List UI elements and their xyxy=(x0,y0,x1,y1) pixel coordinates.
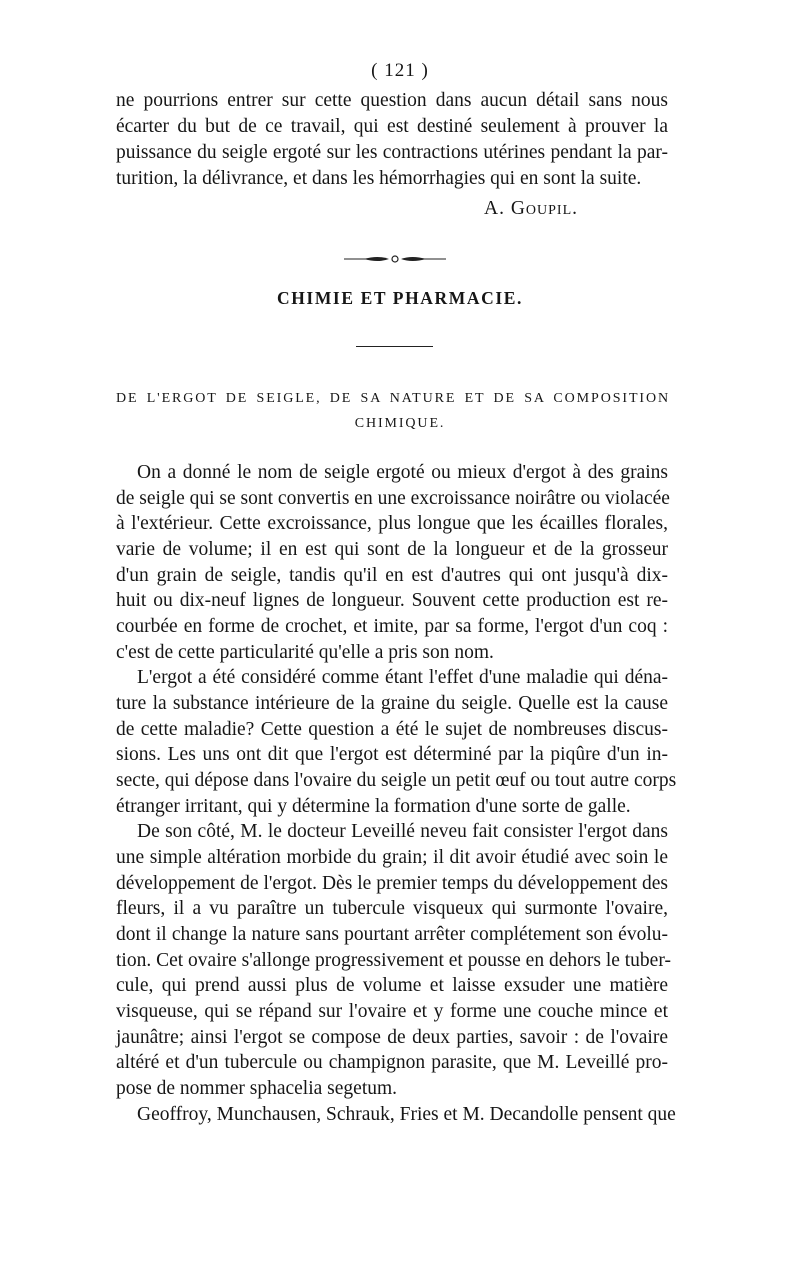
text-line: secte, qui dépose dans l'ovaire du seigle un petit œuf ou tout autre corps xyxy=(116,770,677,791)
text-line: à l'extérieur. Cette excroissance, plus longue que les écailles florales, xyxy=(116,513,668,534)
section-rule xyxy=(356,346,433,347)
page-number: ( 121 ) xyxy=(371,60,429,81)
text-line: sions. Les uns ont dit que l'ergot est déterminé par la piqûre d'un in- xyxy=(116,744,668,765)
section-title: CHIMIE ET PHARMACIE. xyxy=(276,288,524,308)
text-line: dont il change la nature sans pourtant arrêter complétement son évolu- xyxy=(116,924,668,945)
text-line: ture la substance intérieure de la graine du seigle. Quelle est la cause xyxy=(116,693,668,714)
text-line: fleurs, il a vu paraître un tubercule visqueux qui surmonte l'ovaire, xyxy=(116,898,668,919)
text-line: ne pourrions entrer sur cette question dans aucun détail sans nous xyxy=(116,90,668,111)
text-line: courbée en forme de crochet, et imite, par sa forme, l'ergot d'un coq : xyxy=(116,616,668,637)
text-line: écarter du but de ce travail, qui est destiné seulement à prouver la xyxy=(116,116,668,137)
text-line: c'est de cette particularité qu'elle a pris son nom. xyxy=(116,642,494,663)
signature-initial: A. xyxy=(484,198,505,219)
text-line: cule, qui prend aussi plus de volume et laisse exsuder une matière xyxy=(116,975,668,996)
signature-name: Goupil. xyxy=(510,198,579,219)
text-line: De son côté, M. le docteur Leveillé neveu fait consister l'ergot dans xyxy=(137,821,668,842)
text-line: tion. Cet ovaire s'allonge progressivement et pousse en dehors le tuber- xyxy=(116,950,671,971)
article-title-line-1: DE L'ERGOT DE SEIGLE, DE SA NATURE ET DE SA COMPOSITION xyxy=(116,391,670,406)
ornamental-divider-icon xyxy=(340,252,450,266)
text-line: On a donné le nom de seigle ergoté ou mieux d'ergot à des grains xyxy=(137,462,668,483)
text-line: huit ou dix-neuf lignes de longueur. Souvent cette production est re- xyxy=(116,590,668,611)
text-line: pose de nommer sphacelia segetum. xyxy=(116,1078,398,1099)
text-line: une simple altération morbide du grain; il dit avoir étudié avec soin le xyxy=(116,847,668,868)
article-title-line-2: CHIMIQUE. xyxy=(354,416,446,431)
text-line: étranger irritant, qui y détermine la formation d'une sorte de galle. xyxy=(116,796,631,817)
author-signature xyxy=(484,198,578,220)
text-line: développement de l'ergot. Dès le premier temps du développement des xyxy=(116,873,668,894)
text-line: d'un grain de seigle, tandis qu'il en est d'autres qui ont jusqu'à dix- xyxy=(116,565,668,586)
text-line: jaunâtre; ainsi l'ergot se compose de deux parties, savoir : de l'ovaire xyxy=(116,1027,668,1048)
text-line: altéré et d'un tubercule ou champignon parasite, que M. Leveillé pro- xyxy=(116,1052,668,1073)
text-line: varie de volume; il en est qui sont de la longueur et de la grosseur xyxy=(116,539,668,560)
text-line: de cette maladie? Cette question a été le sujet de nombreuses discus- xyxy=(116,719,668,740)
text-line: de seigle qui se sont convertis en une excroissance noirâtre ou violacée xyxy=(116,488,670,509)
text-line: Geoffroy, Munchausen, Schrauk, Fries et M. Decandolle pensent que xyxy=(137,1104,676,1125)
text-line: L'ergot a été considéré comme étant l'effet d'une maladie qui déna- xyxy=(137,667,668,688)
text-line: puissance du seigle ergoté sur les contractions utérines pendant la par- xyxy=(116,142,668,163)
text-line: visqueuse, qui se répand sur l'ovaire et y forme une couche mince et xyxy=(116,1001,668,1022)
text-line: turition, la délivrance, et dans les hémorrhagies qui en sont la suite. xyxy=(116,168,642,189)
